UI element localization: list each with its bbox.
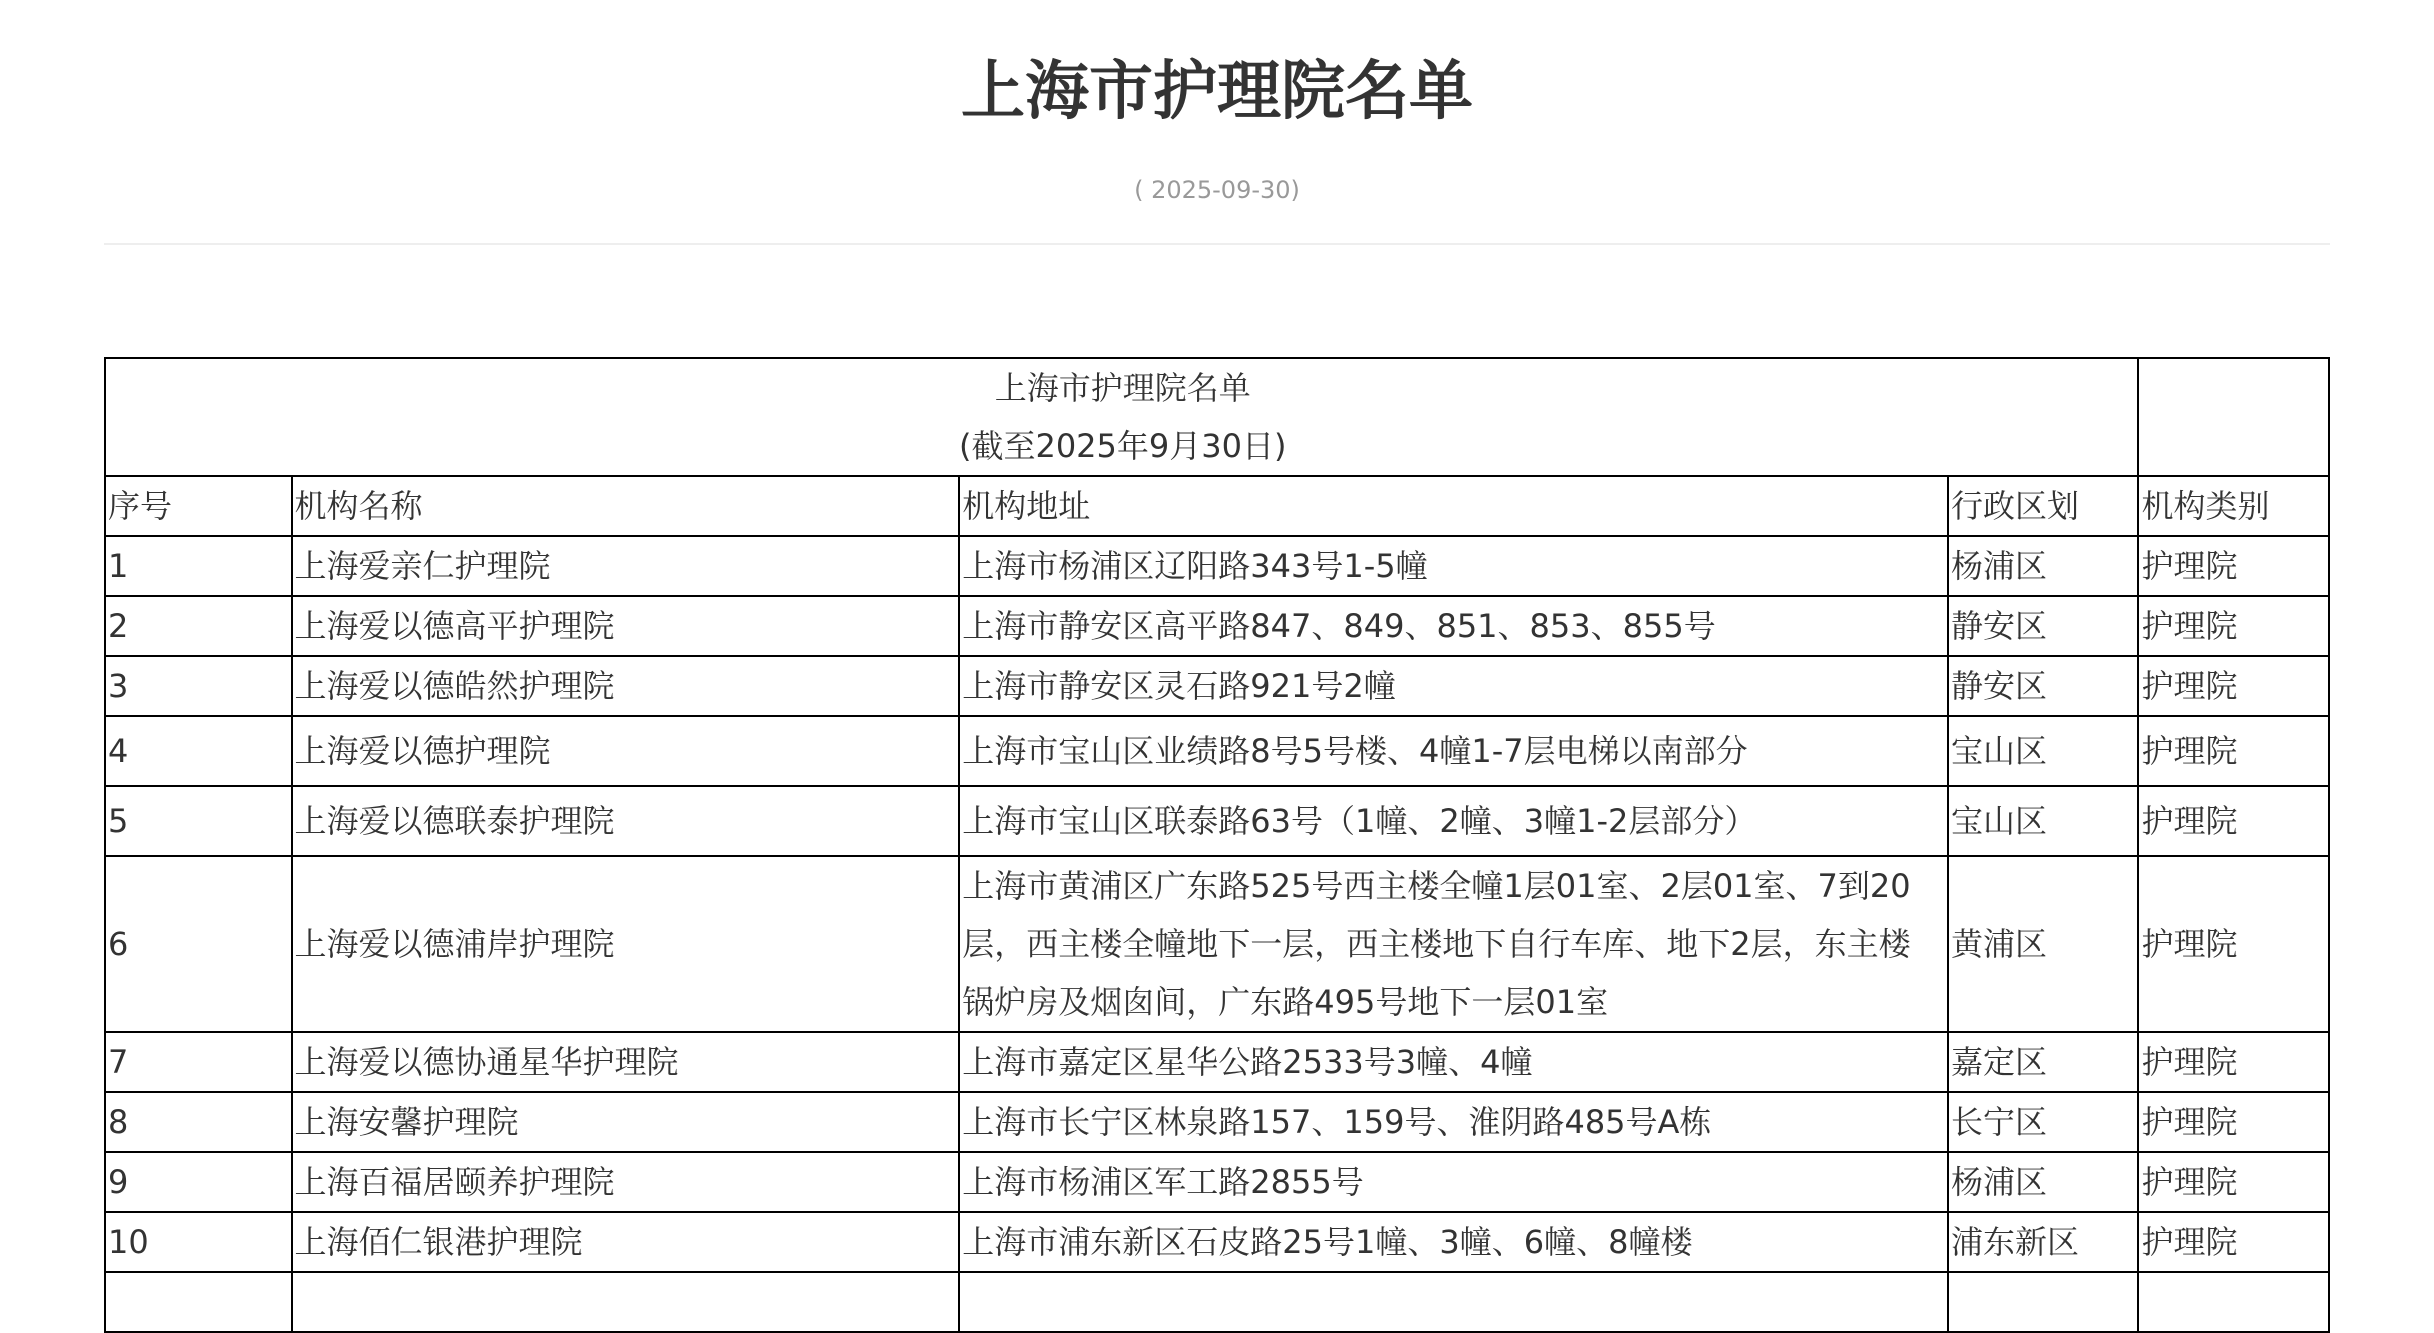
table-row [105,1032,2329,1092]
table-row [105,1152,2329,1212]
publish-date: ( 2025-09-30) [1134,176,1300,204]
cell-name: 上海安馨护理院 [292,1092,960,1152]
cell-no [105,1272,292,1332]
cell-district: 黄浦区 [1948,856,2139,1032]
cell-address: 上海市嘉定区星华公路2533号3幢、4幢 [959,1032,1948,1092]
cell-district: 静安区 [1948,656,2139,716]
cell-no: 5 [105,786,292,856]
cell-district: 杨浦区 [1948,1152,2139,1212]
table-header-row [105,476,2329,536]
table-caption-date: (截至2025年9月30日) [958,427,1287,465]
cell-district: 宝山区 [1948,786,2139,856]
cell-type: 护理院 [2138,1212,2329,1272]
cell-district: 嘉定区 [1948,1032,2139,1092]
table-caption-title: 上海市护理院名单 [994,369,1251,407]
cell-type: 护理院 [2138,596,2329,656]
table-row [105,1272,2329,1332]
cell-address [959,1272,1948,1332]
cell-name [292,1272,960,1332]
cell-no: 8 [105,1092,292,1152]
cell-name: 上海爱以德高平护理院 [292,596,960,656]
cell-no: 6 [105,856,292,1032]
page-title: 上海市护理院名单 [961,55,1473,129]
table-caption [105,358,2138,476]
cell-no: 7 [105,1032,292,1092]
table-row [105,786,2329,856]
cell-type: 护理院 [2138,856,2329,1032]
cell-no: 1 [105,536,292,596]
nursing-home-table [104,357,2330,1333]
cell-district [1948,1272,2139,1332]
cell-district: 浦东新区 [1948,1212,2139,1272]
cell-district: 静安区 [1948,596,2139,656]
header-name: 机构名称 [292,476,960,536]
table-row [105,536,2329,596]
table-row [105,856,2329,1032]
cell-address: 上海市黄浦区广东路525号西主楼全幢1层01室、2层01室、7到20层，西主楼全幢地下一层，西主楼地下自行车库、地下2层，东主楼锅炉房及烟囱间，广东路495号地下一层01室 [959,856,1948,1032]
header-type: 机构类别 [2138,476,2329,536]
table-caption-empty-cell [2138,358,2329,476]
cell-district: 长宁区 [1948,1092,2139,1152]
header-district: 行政区划 [1948,476,2139,536]
cell-name: 上海爱以德联泰护理院 [292,786,960,856]
cell-name: 上海爱亲仁护理院 [292,536,960,596]
header-no: 序号 [105,476,292,536]
cell-type: 护理院 [2138,716,2329,786]
cell-name: 上海爱以德护理院 [292,716,960,786]
cell-no: 9 [105,1152,292,1212]
table-row [105,716,2329,786]
cell-name: 上海爱以德浦岸护理院 [292,856,960,1032]
cell-type: 护理院 [2138,1092,2329,1152]
table-row [105,596,2329,656]
cell-type: 护理院 [2138,1032,2329,1092]
cell-name: 上海爱以德协通星华护理院 [292,1032,960,1092]
cell-address: 上海市宝山区业绩路8号5号楼、4幢1-7层电梯以南部分 [959,716,1948,786]
cell-type [2138,1272,2329,1332]
cell-type: 护理院 [2138,786,2329,856]
cell-no: 3 [105,656,292,716]
cell-name: 上海爱以德皓然护理院 [292,656,960,716]
cell-address: 上海市杨浦区辽阳路343号1-5幢 [959,536,1948,596]
cell-no: 10 [105,1212,292,1272]
cell-no: 2 [105,596,292,656]
header-divider [104,243,2330,245]
cell-no: 4 [105,716,292,786]
cell-address: 上海市宝山区联泰路63号（1幢、2幢、3幢1-2层部分） [959,786,1948,856]
cell-address: 上海市静安区灵石路921号2幢 [959,656,1948,716]
cell-address: 上海市杨浦区军工路2855号 [959,1152,1948,1212]
cell-name: 上海佰仁银港护理院 [292,1212,960,1272]
cell-type: 护理院 [2138,536,2329,596]
cell-type: 护理院 [2138,1152,2329,1212]
cell-address: 上海市浦东新区石皮路25号1幢、3幢、6幢、8幢楼 [959,1212,1948,1272]
cell-district: 宝山区 [1948,716,2139,786]
table-row [105,656,2329,716]
table-row [105,1212,2329,1272]
nursing-home-table-container [104,357,2330,1333]
cell-address: 上海市长宁区林泉路157、159号、淮阴路485号A栋 [959,1092,1948,1152]
cell-type: 护理院 [2138,656,2329,716]
table-row [105,1092,2329,1152]
table-caption-row [105,358,2329,476]
cell-address: 上海市静安区高平路847、849、851、853、855号 [959,596,1948,656]
cell-district: 杨浦区 [1948,536,2139,596]
cell-name: 上海百福居颐养护理院 [292,1152,960,1212]
header-address: 机构地址 [959,476,1948,536]
